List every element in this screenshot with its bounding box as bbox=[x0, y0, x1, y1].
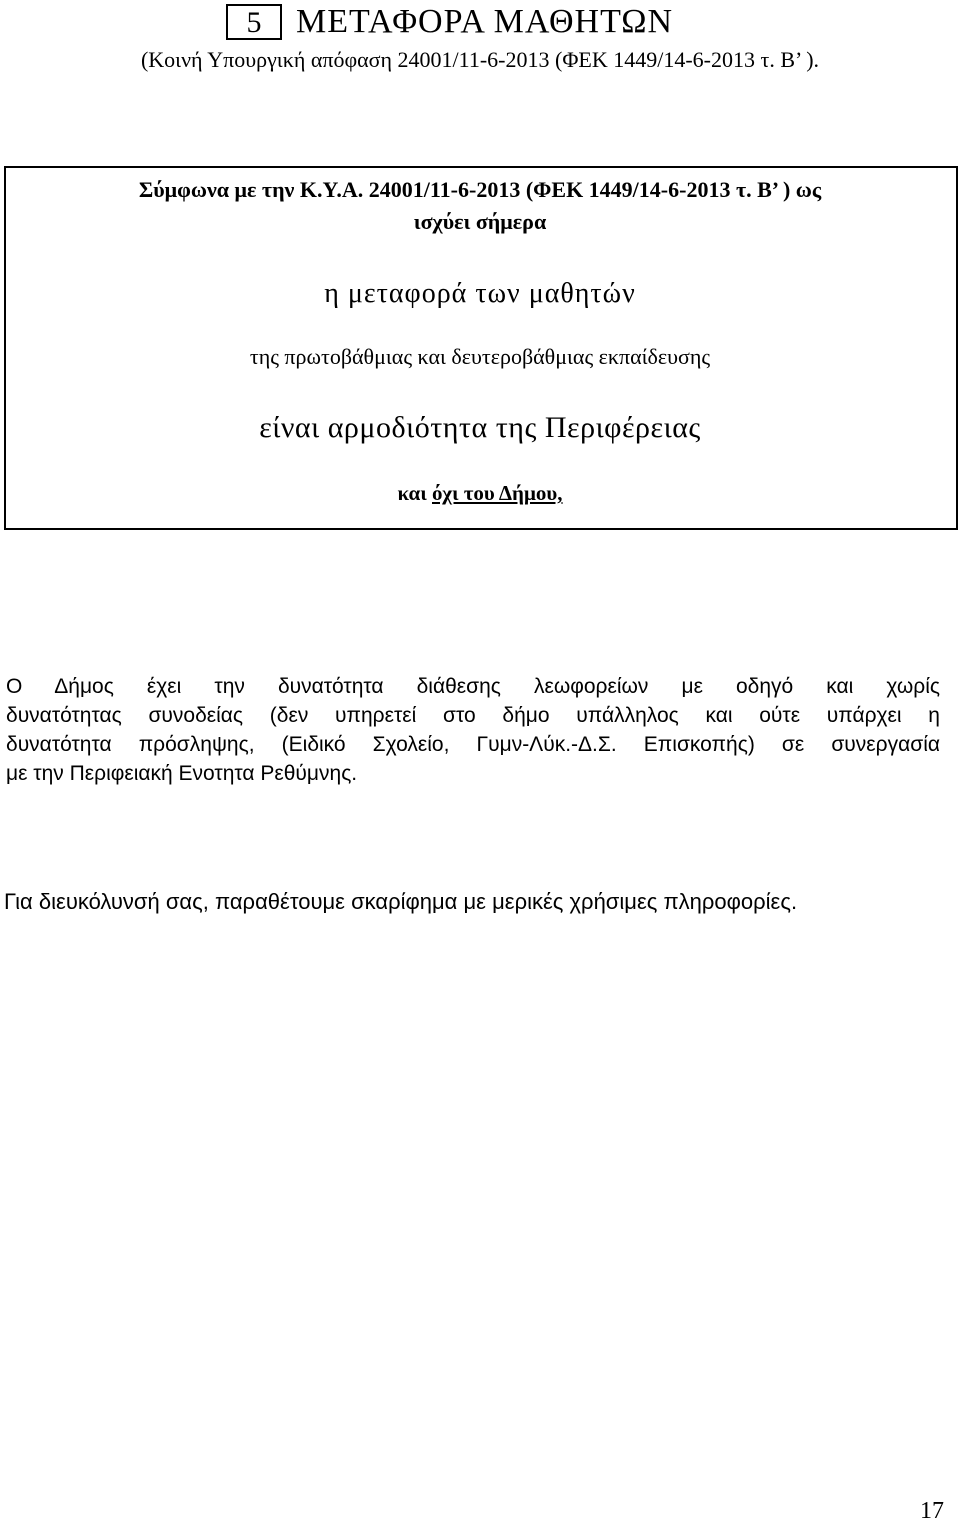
box-line-4: της πρωτοβάθμιας και δευτεροβάθμιας εκπαίδευσης bbox=[249, 344, 711, 369]
box-line-1: Σύμφωνα με την Κ.Υ.Α. 24001/11-6-2013 (ΦΕΚ 1449/14-6-2013 τ. Β’ ) ως bbox=[138, 177, 822, 202]
paragraph-line-3: δυνατότητα πρόσληψης, (Ειδικό Σχολείο, Γυμν-Λύκ.-Δ.Σ. Επισκοπής) σε συνεργασία bbox=[6, 733, 940, 756]
paragraph-line-4: με την Περιφειακή Ενοτητα Ρεθύμνης. bbox=[6, 762, 358, 785]
box-line-5: είναι αρμοδιότητα της Περιφέρειας bbox=[259, 411, 701, 444]
page-number: 17 bbox=[920, 1498, 944, 1524]
section-title: ΜΕΤΑΦΟΡΑ ΜΑΘΗΤΩΝ bbox=[296, 3, 674, 40]
note-line: Για διευκόλυνσή σας, παραθέτουμε σκαρίφημα με μερικές χρήσιμες πληροφορίες. bbox=[4, 889, 798, 914]
body-paragraph bbox=[6, 672, 940, 788]
box-line-2: ισχύει σήμερα bbox=[413, 209, 547, 234]
paragraph-line-2: δυνατότητας συνοδείας (δεν υπηρετεί στο δήμο υπάλληλος και ούτε υπάρχει η bbox=[6, 704, 940, 727]
section-number: 5 bbox=[226, 4, 282, 40]
box-line-6-underlined: όχι του Δήμου, bbox=[432, 481, 563, 505]
box-line-3: η μεταφορά των μαθητών bbox=[324, 278, 636, 309]
paragraph-line-1: Ο Δήμος έχει την δυνατότητα διάθεσης λεωφορείων με οδηγό και χωρίς bbox=[6, 675, 940, 698]
box-line-6 bbox=[0, 480, 960, 506]
subtitle: (Κοινή Υπουργική απόφαση 24001/11-6-2013 (ΦΕΚ 1449/14-6-2013 τ. Β’ ). bbox=[140, 47, 820, 72]
box-line-6-prefix: και bbox=[397, 481, 432, 505]
